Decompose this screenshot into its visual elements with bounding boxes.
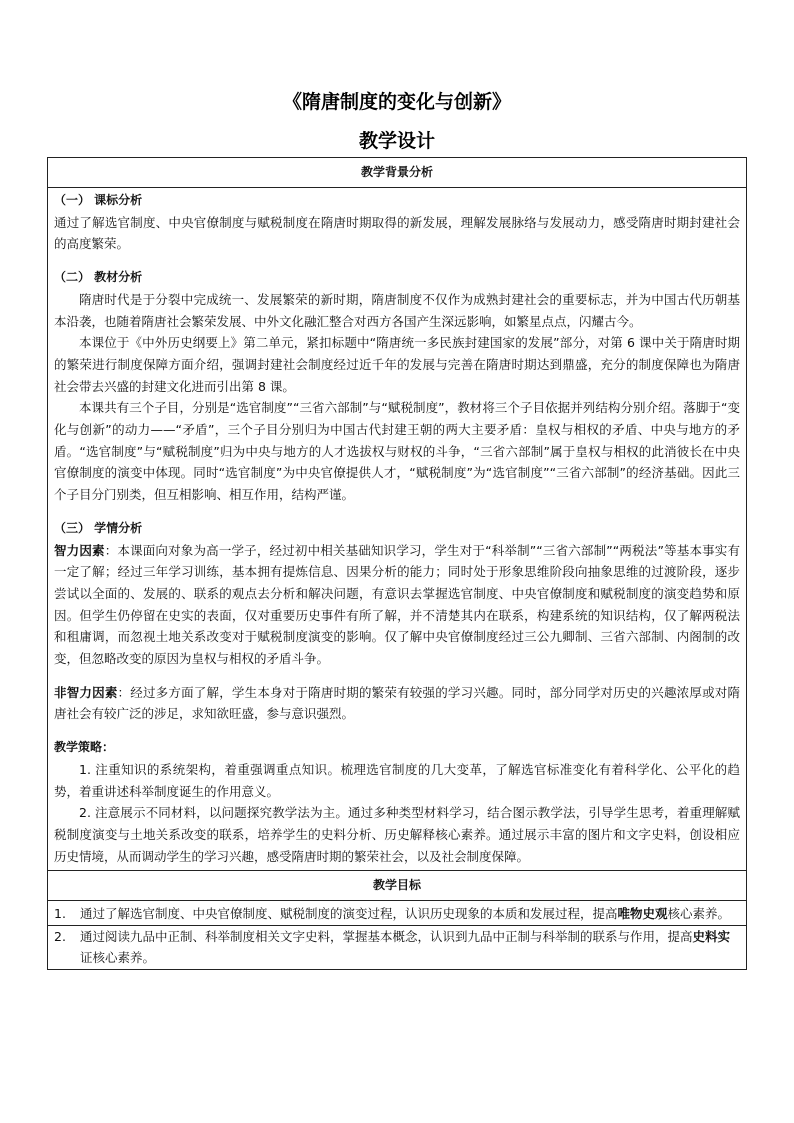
objective-text-post: 证核心素养。: [80, 950, 156, 966]
strategy-item-1: 1. 注重知识的系统架构，着重强调重点知识。梳理选官制度的几大变革，了解选官标准变化有着科学化、公平化的趋势，着重讲述科举制度诞生的作用意义。: [54, 761, 740, 799]
objective-text-pre: 通过了解选官制度、中央官僚制度、赋税制度的演变过程，认识历史现象的本质和发展过程，提高: [80, 906, 618, 922]
section-header-background: 教学背景分析: [48, 158, 746, 188]
non-intellectual-factors: [54, 682, 740, 725]
textbook-paragraph-2: 本课位于《中外历史纲要上》第二单元，紧扣标题中“隋唐统一多民族封建国家的发展”部分，对第 6 课中关于隋唐时期的繁荣进行制度保障方面介绍，强调封建社会制度经过近千年的发展与完善在隋唐时期达到鼎盛，充分的制度保障也为隋唐社会带去兴盛的封建文化进而引出第 8 课。: [54, 335, 740, 394]
intellectual-factors: [54, 540, 740, 670]
intellectual-factors-text: ：本课面向对象为高一学子，经过初中相关基础知识学习，学生对于“科举制”“三省六部制”“两税法”等基本事实有一定了解；经过三年学习训练，基本拥有提炼信息、因果分析的能力；同时处于形象思维阶段向抽象思维的过渡阶段，逐步尝试以全面的、发展的、联系的观点去分析和解决问题，有意识去掌握选官制度、中央官僚制度和赋税制度的演变趋势和原因。但学生仍停留在史实的表面，仅对重要历史事件有所了解，并不清楚其内在联系，构建系统的知识结构，仅了解两税法和租庸调，而忽视土地关系改变对于赋税制度演变的影响。仅了解中央官僚制度经过三公九卿制、三省六部制、内阁制的改变，但忽略改变的原因为皇权与相权的矛盾斗争。: [54, 542, 740, 667]
intellectual-factors-label: 智力因素: [54, 542, 105, 558]
objective-text-pre: 通过阅读九品中正制、科举制度相关文字史料，掌握基本概念，认识到九品中正制与科举制的联系与作用，提高: [80, 928, 693, 944]
textbook-paragraph-3: 本课共有三个子目，分别是“选官制度”“三省六部制”与“赋税制度”，教材将三个子目依据并列结构分别介绍。落脚于“变化与创新”的动力——“矛盾”，三个子目分别归为中国古代封建王朝的两大主要矛盾：皇权与相权的矛盾、中央与地方的矛盾。“选官制度”与“赋税制度”归为中央与地方的人才选拔权与财权的斗争，“三省六部制”属于皇权与相权的此消彼长在中央官僚制度的演变中体现。同时“选官制度”为中央官僚提供人才，“赋税制度”为“选官制度”“三省六部制”的经济基础。因此三个子目分门别类，但互相影响、相互作用，结构严谨。: [54, 400, 740, 503]
objective-number: 2.: [54, 928, 66, 944]
standards-text: 通过了解选官制度、中央官僚制度与赋税制度在隋唐时期取得的新发展，理解发展脉络与发展动力，感受隋唐时期封建社会的高度繁荣。: [54, 214, 740, 252]
document-subtitle: 教学设计: [358, 130, 435, 152]
textbook-paragraph-1: 隋唐时代是于分裂中完成统一、发展繁荣的新时期，隋唐制度不仅作为成熟封建社会的重要标志，并为中国古代历朝基本沿袭，也随着隋唐社会繁荣发展、中外文化融汇整合对西方各国产生深远影响，如繁星点点，闪耀古今。: [54, 291, 740, 329]
non-intellectual-factors-label: 非智力因素: [54, 684, 118, 700]
objective-text: [80, 926, 740, 969]
objective-key-literacy: 唯物史观: [617, 906, 668, 922]
objective-text: [80, 903, 740, 925]
section-header-objectives: 教学目标: [48, 870, 746, 901]
objective-number: 1.: [54, 906, 66, 922]
objective-text-post: 核心素养。: [667, 906, 731, 922]
objectives-list: [48, 901, 746, 969]
background-analysis-cell: [48, 188, 746, 870]
strategy-heading: 教学策略：: [54, 740, 115, 755]
textbook-heading: （二） 教材分析: [54, 270, 143, 285]
objective-item: [54, 903, 740, 925]
lesson-plan-table: [47, 157, 747, 970]
document-title: 《隋唐制度的变化与创新》: [282, 91, 511, 113]
standards-heading: （一） 课标分析: [54, 193, 143, 207]
learner-heading: （三） 学情分析: [54, 520, 143, 535]
objective-item: [48, 925, 746, 969]
non-intellectual-factors-text: ：经过多方面了解，学生本身对于隋唐时期的繁荣有较强的学习兴趣。同时，部分同学对历史的兴趣浓厚或对隋唐社会有较广泛的涉足，求知欲旺盛，参与意识强烈。: [54, 684, 740, 722]
strategy-item-2: 2. 注意展示不同材料，以问题探究教学法为主。通过多种类型材料学习，结合图示教学法，引导学生思考，着重理解赋税制度演变与土地关系改变的联系，培养学生的史料分析、历史解释核心素养。通过展示丰富的图片和文字史料，创设相应历史情境，从而调动学生的学习兴趣，感受隋唐时期的繁荣社会，以及社会制度保障。: [54, 805, 740, 864]
objective-key-literacy: 史料实: [692, 928, 731, 944]
